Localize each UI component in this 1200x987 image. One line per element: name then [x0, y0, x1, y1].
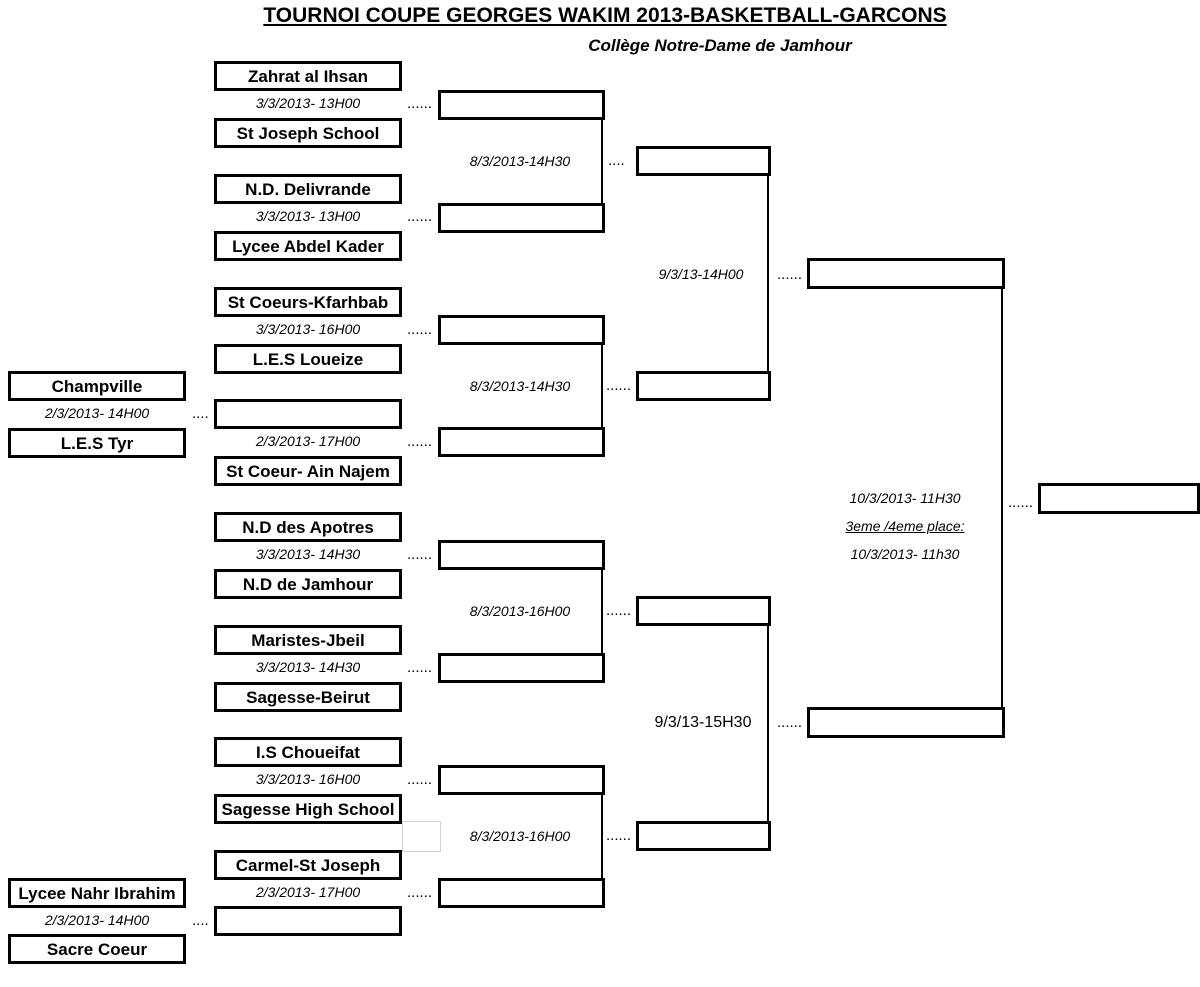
team-box: I.S Choueifat: [214, 737, 402, 767]
dots-leader: ......: [407, 321, 433, 338]
team-box: N.D. Delivrande: [214, 174, 402, 204]
team-box: Sacre Coeur: [8, 934, 186, 964]
team-box: L.E.S Tyr: [8, 428, 186, 458]
dots-leader: ....: [608, 152, 625, 169]
winner-slot: [438, 878, 605, 908]
team-box: Sagesse High School: [214, 794, 402, 824]
winner-slot: [438, 90, 605, 120]
match-time: 8/3/2013-14H30: [469, 153, 571, 169]
team-box: Lycee Nahr Ibrahim: [8, 878, 186, 908]
match-time: 3/3/2013- 16H00: [255, 321, 361, 337]
match-time: 3/3/2013- 13H00: [255, 208, 361, 224]
winner-slot: [636, 596, 771, 626]
bracket-connector: [1001, 286, 1003, 710]
match-time: 2/3/2013- 17H00: [255, 433, 361, 449]
faint-box: [402, 821, 441, 852]
champion-slot: [1038, 483, 1200, 514]
winner-slot: [807, 258, 1005, 289]
winner-slot: [636, 146, 771, 176]
match-time: 8/3/2013-14H30: [469, 378, 571, 394]
dots-leader: ......: [407, 208, 433, 225]
team-box: Sagesse-Beirut: [214, 682, 402, 712]
dots-leader: ......: [407, 771, 433, 788]
dots-leader: ......: [777, 266, 803, 283]
winner-slot: [214, 906, 402, 936]
match-time: 3/3/2013- 14H30: [255, 659, 361, 675]
dots-leader: ......: [407, 659, 433, 676]
match-time: 2/3/2013- 14H00: [44, 912, 150, 928]
match-time: 8/3/2013-16H00: [469, 828, 571, 844]
team-box: St Coeur- Ain Najem: [214, 456, 402, 486]
team-box: St Coeurs-Kfarhbab: [214, 287, 402, 317]
dots-leader: ......: [606, 602, 632, 619]
third-place-label: 3eme /4eme place:: [845, 518, 965, 534]
bracket-connector: [601, 118, 603, 206]
team-box: Champville: [8, 371, 186, 401]
page-subtitle: Collège Notre-Dame de Jamhour: [588, 36, 852, 55]
winner-slot: [438, 653, 605, 683]
winner-slot: [438, 540, 605, 570]
winner-slot: [807, 707, 1005, 738]
dots-leader: ......: [1008, 494, 1034, 511]
winner-slot: [636, 821, 771, 851]
winner-slot: [214, 399, 402, 429]
dots-leader: ......: [407, 884, 433, 901]
team-box: N.D de Jamhour: [214, 569, 402, 599]
match-time: 9/3/13-14H00: [658, 266, 744, 282]
final-time: 10/3/2013- 11H30: [849, 490, 961, 506]
bracket-connector: [601, 568, 603, 656]
dots-leader: ....: [192, 912, 209, 929]
bracket-connector: [601, 793, 603, 881]
page-title: TOURNOI COUPE GEORGES WAKIM 2013-BASKETBALL-GARCONS: [263, 4, 947, 27]
third-place-time: 10/3/2013- 11h30: [850, 546, 960, 562]
team-box: Zahrat al Ihsan: [214, 61, 402, 91]
dots-leader: ......: [407, 433, 433, 450]
dots-leader: ......: [606, 377, 632, 394]
winner-slot: [438, 203, 605, 233]
bracket-connector: [601, 343, 603, 430]
dots-leader: ......: [777, 714, 803, 731]
dots-leader: ......: [606, 827, 632, 844]
match-time: 3/3/2013- 16H00: [255, 771, 361, 787]
match-time: 3/3/2013- 14H30: [255, 546, 361, 562]
match-time: 8/3/2013-16H00: [469, 603, 571, 619]
dots-leader: ......: [407, 546, 433, 563]
match-time: 9/3/13-15H30: [654, 714, 752, 731]
team-box: L.E.S Loueize: [214, 344, 402, 374]
dots-leader: ......: [407, 95, 433, 112]
team-box: Carmel-St Joseph: [214, 850, 402, 880]
match-time: 3/3/2013- 13H00: [255, 95, 361, 111]
winner-slot: [636, 371, 771, 401]
team-box: N.D des Apotres: [214, 512, 402, 542]
bracket-connector: [767, 174, 769, 374]
match-time: 2/3/2013- 17H00: [255, 884, 361, 900]
team-box: Lycee Abdel Kader: [214, 231, 402, 261]
team-box: Maristes-Jbeil: [214, 625, 402, 655]
winner-slot: [438, 315, 605, 345]
winner-slot: [438, 427, 605, 457]
team-box: St Joseph School: [214, 118, 402, 148]
match-time: 2/3/2013- 14H00: [44, 405, 150, 421]
winner-slot: [438, 765, 605, 795]
dots-leader: ....: [192, 405, 209, 422]
